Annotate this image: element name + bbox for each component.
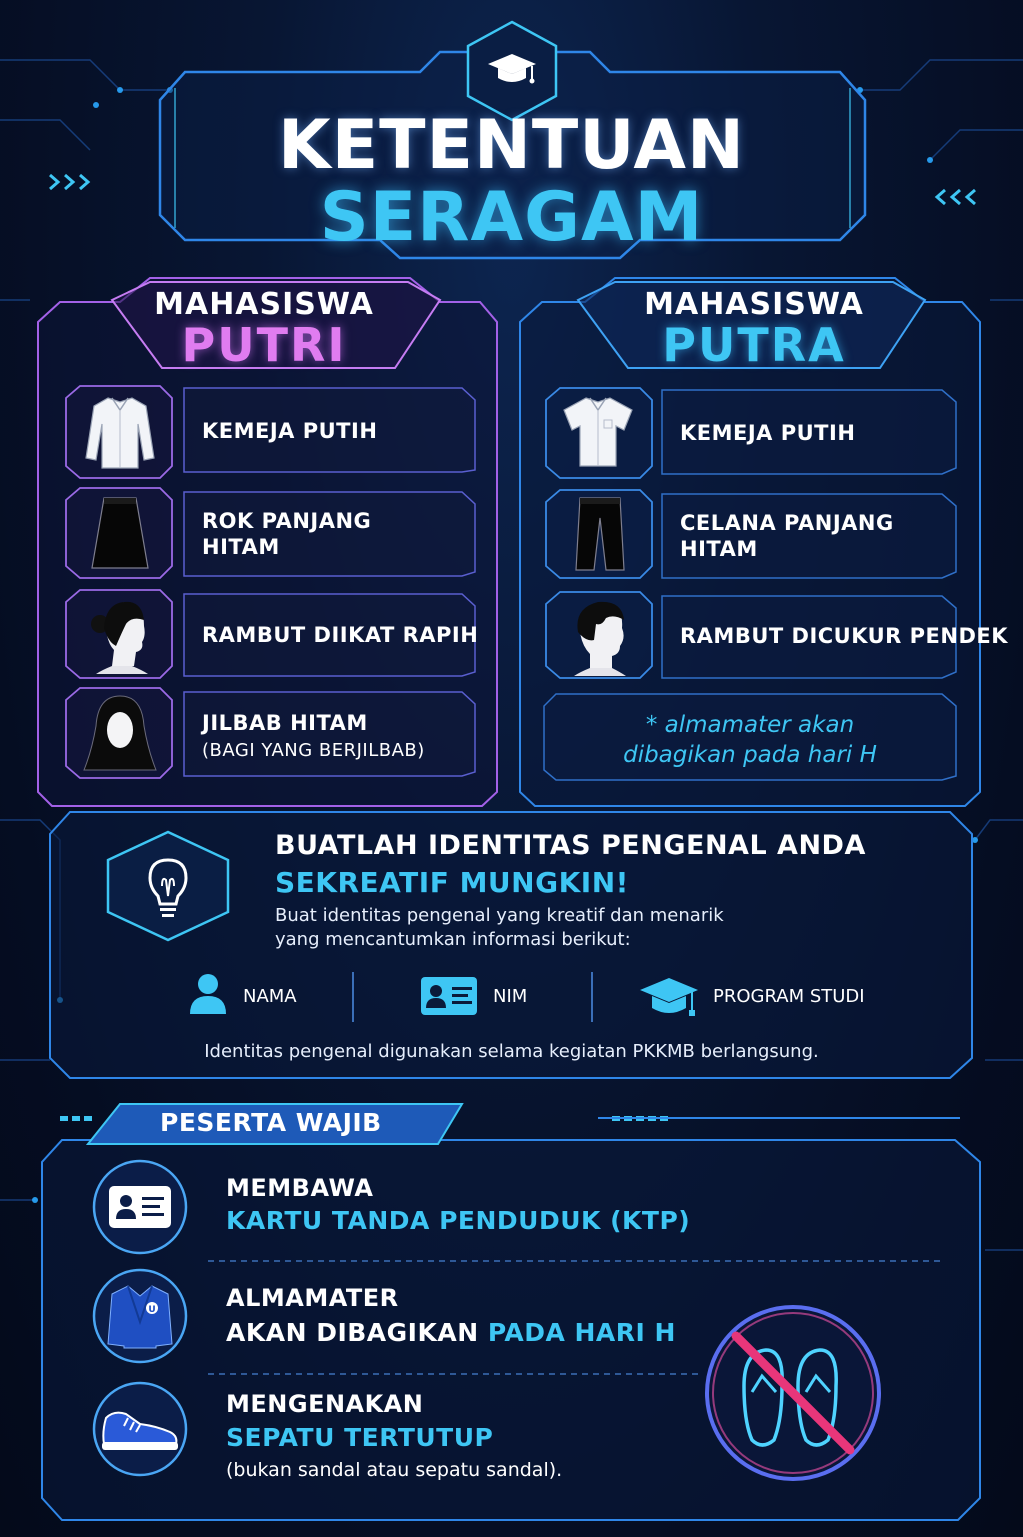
identity-field-nim: NIM: [493, 986, 528, 1007]
putra-item-2-label: CELANA PANJANG HITAM: [680, 511, 894, 561]
blazer-icon: [106, 1282, 174, 1350]
putri-item-4-sublabel: (BAGI YANG BERJILBAB): [202, 740, 425, 761]
putri-item-2-label: ROK PANJANG HITAM: [202, 509, 372, 559]
no-sandals-icon: [700, 1300, 886, 1486]
peserta-item-3-line2: SEPATU TERTUTUP: [226, 1423, 494, 1452]
peserta-item-3-line1: MENGENAKAN: [226, 1390, 424, 1418]
putra-heading: MAHASISWA: [644, 287, 864, 322]
almamater-note: * almamater akan dibagikan pada hari H: [623, 712, 877, 768]
shoe-icon: [100, 1404, 180, 1454]
putri-item-4-label: JILBAB HITAM (BAGI YANG BERJILBAB): [202, 711, 425, 761]
ktp-card-icon: [108, 1185, 172, 1229]
putri-heading: MAHASISWA: [154, 287, 374, 322]
putri-subheading: PUTRI: [181, 318, 347, 372]
peserta-wajib-tab: PESERTA WAJIB: [160, 1108, 382, 1137]
identity-highlight: SEKREATIF MUNGKIN!: [275, 866, 629, 899]
peserta-item-2-line2: AKAN DIBAGIKAN PADA HARI H: [226, 1318, 676, 1347]
putri-item-1-label: KEMEJA PUTIH: [202, 419, 378, 443]
putra-item-1-label: KEMEJA PUTIH: [680, 421, 856, 445]
identity-description: Buat identitas pengenal yang kreatif dan menarik yang mencantumkan informasi berikut:: [275, 905, 724, 950]
page-title-line1: KETENTUAN: [278, 106, 745, 185]
identity-field-program-studi: PROGRAM STUDI: [713, 986, 865, 1007]
peserta-item-1-line2: KARTU TANDA PENDUDUK (KTP): [226, 1206, 691, 1235]
peserta-item-2-line1: ALMAMATER: [226, 1284, 399, 1312]
putra-item-3-label: RAMBUT DICUKUR PENDEK: [680, 624, 1009, 648]
putra-subheading: PUTRA: [662, 318, 846, 372]
identity-heading: BUATLAH IDENTITAS PENGENAL ANDA: [275, 830, 866, 861]
page-title-line2: SERAGAM: [319, 178, 704, 257]
putri-item-3-label: RAMBUT DIIKAT RAPIH: [202, 623, 479, 647]
peserta-item-3-line3: (bukan sandal atau sepatu sandal).: [226, 1459, 563, 1481]
identity-field-nama: NAMA: [243, 986, 297, 1007]
svg-text:U: U: [148, 1305, 156, 1315]
peserta-item-1-line1: MEMBAWA: [226, 1174, 374, 1202]
identity-footer: Identitas pengenal digunakan selama kegiatan PKKMB berlangsung.: [204, 1041, 819, 1062]
